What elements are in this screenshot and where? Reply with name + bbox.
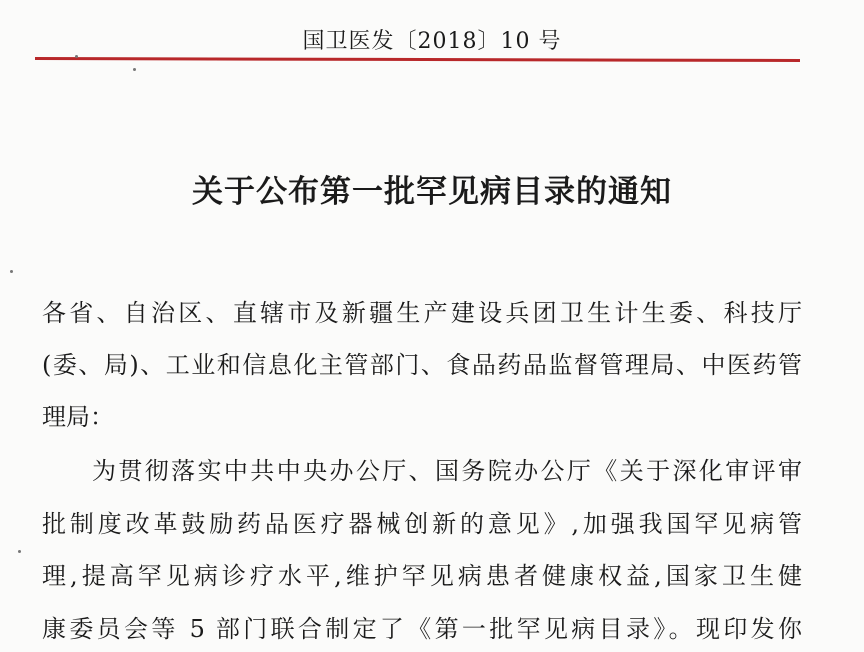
body-line: 理,提高罕见病诊疗水平,维护罕见病患者健康权益,国家卫生健 [42,562,802,590]
addressee-line: 理局： [42,403,114,431]
body-line: 康委员会等 5 部门联合制定了《第一批罕见病目录》。现印发你 [42,615,802,643]
scan-speck [75,55,78,58]
addressee-line: (委、局)、工业和信息化主管部门、食品药品监督管理局、中医药管 [42,351,802,379]
body-line: 批制度改革鼓励药品医疗器械创新的意见》,加强我国罕见病管 [42,510,802,538]
body-line: 为贯彻落实中共中央办公厅、国务院办公厅《关于深化审评审 [92,457,802,485]
scan-speck [10,270,13,273]
document-number: 国卫医发〔2018〕10 号 [302,29,562,54]
document-title: 关于公布第一批罕见病目录的通知 [192,174,672,210]
scan-speck [133,68,136,71]
red-header-rule [35,57,800,62]
addressee-line: 各省、自治区、直辖市及新疆生产建设兵团卫生计生委、科技厅 [42,299,802,327]
scan-speck [18,550,21,553]
